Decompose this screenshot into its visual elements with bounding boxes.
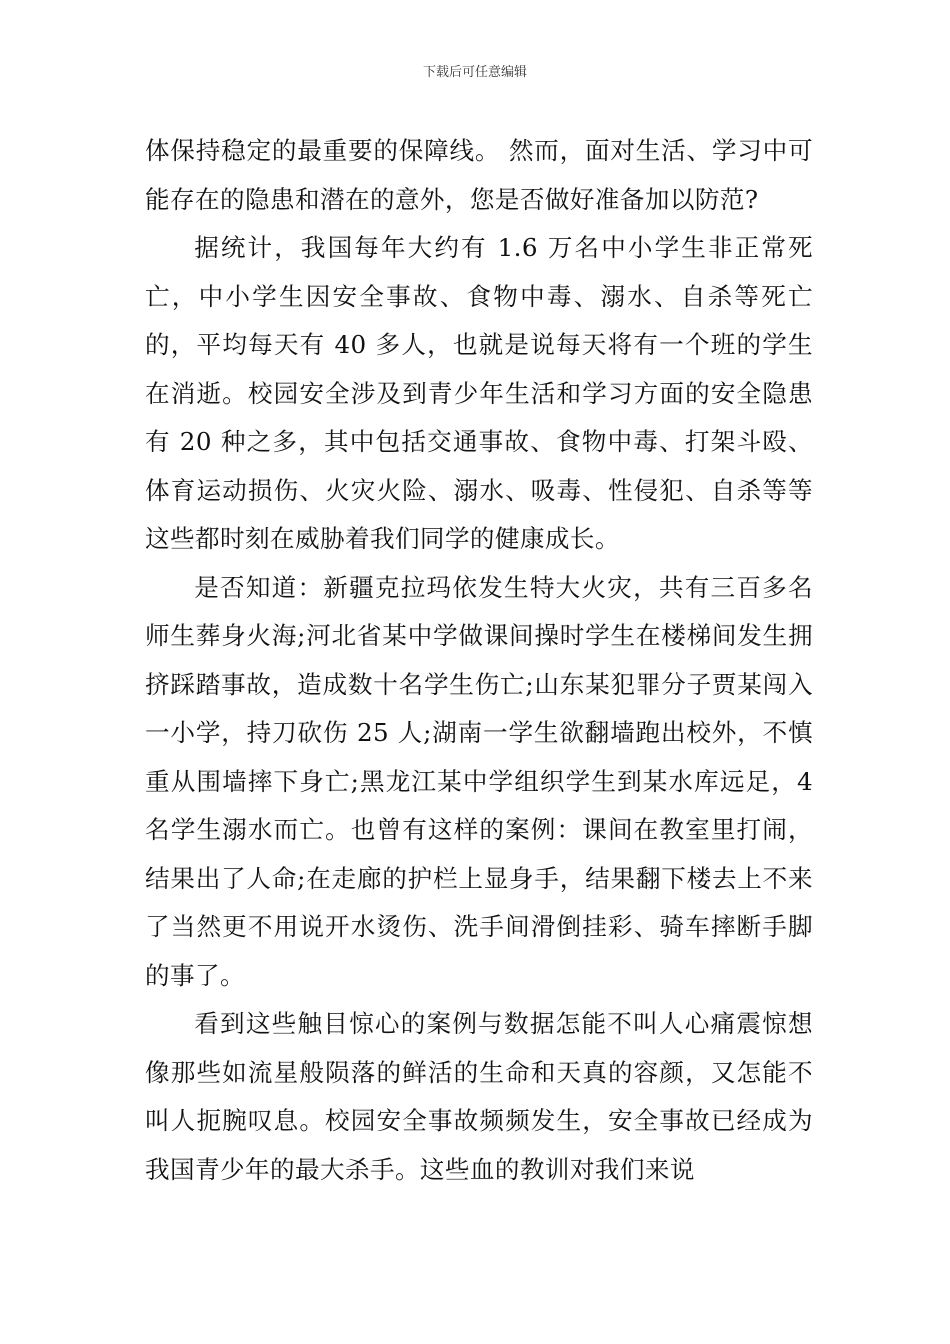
- paragraph-1: 体保持稳定的最重要的保障线。 然而，面对生活、学习中可能存在的隐患和潜在的意外，您是否做好准备加以防范?: [145, 136, 813, 214]
- document-body: [145, 127, 813, 1194]
- paragraph-4: 看到这些触目惊心的案例与数据怎能不叫人心痛震惊想像那些如流星般陨落的鲜活的生命和天真的容颜，又怎能不叫人扼腕叹息。校园安全事故频频发生，安全事故已经成为我国青少年的最大杀手。这些血的教训对我们来说: [145, 1009, 813, 1184]
- paragraph-3: 是否知道：新疆克拉玛依发生特大火灾，共有三百多名师生葬身火海;河北省某中学做课间操时学生在楼梯间发生拥挤踩踏事故，造成数十名学生伤亡;山东某犯罪分子贾某闯入一小学，持刀砍伤 25 人;湖南一学生欲翻墙跑出校外，不慎重从围墙摔下身亡;黑龙江某中学组织学生到某水库远足，4 名学生溺水而亡。也曾有这样的案例：课间在教室里打闹，结果出了人命;在走廊的护栏上显身手，结果翻下楼去上不来了当然更不用说开水烫伤、洗手间滑倒挂彩、骑车摔断手脚的事了。: [145, 572, 813, 990]
- page-header: 下载后可任意编辑: [422, 65, 527, 80]
- paragraph-2: 据统计，我国每年大约有 1.6 万名中小学生非正常死亡，中小学生因安全事故、食物中毒、溺水、自杀等死亡的，平均每天有 40 多人，也就是说每天将有一个班的学生在消逝。校园安全涉及到青少年生活和学习方面的安全隐患有 20 种之多，其中包括交通事故、食物中毒、打架斗殴、体育运动损伤、火灾火险、溺水、吸毒、性侵犯、自杀等等这些都时刻在威胁着我们同学的健康成长。: [145, 233, 813, 553]
